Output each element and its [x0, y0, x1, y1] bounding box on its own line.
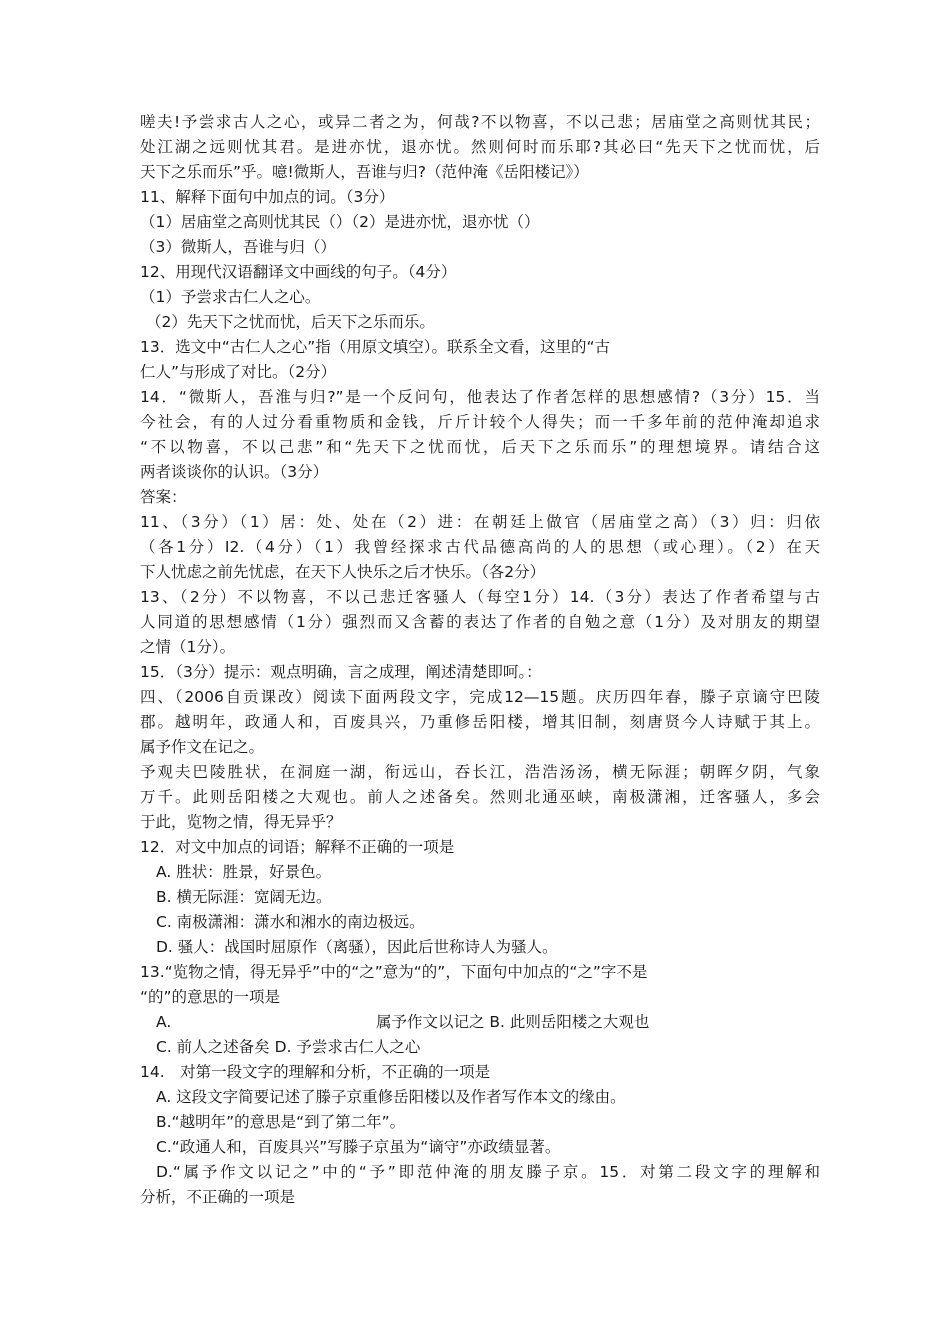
text-line	[140, 860, 820, 885]
text-line-content: 14．“微斯人，吾淮与归?”是一个反问句，他表达了作者怎样的思想感情?（3分）15．当	[140, 388, 820, 406]
text-line-content: 13、（2分）不以物喜，不以己悲迁客骚人（每空1分）14.（3分）表达了作者希望与古	[140, 588, 820, 606]
text-line	[140, 510, 820, 535]
text-line-content: 嗟夫!予尝求古人之心，或异二者之为，何哉?不以物喜，不以己悲；居庙堂之高则忧其民；	[140, 113, 820, 131]
text-line	[140, 335, 820, 360]
text-line-content: 仁人”与形成了对比。（2分）	[140, 363, 337, 381]
text-line-content: C.“政通人和，百废具兴”写滕子京虽为“谪守”亦政绩显著。	[156, 1138, 561, 1156]
text-line	[140, 960, 820, 985]
text-line-content: B.“越明年”的意思是“到了第二年”。	[156, 1113, 406, 1131]
text-line-content: C. 前人之述备矣 D. 予尝求古仁人之心	[156, 1038, 421, 1056]
text-line	[140, 310, 820, 335]
text-line	[140, 610, 820, 635]
text-line	[140, 910, 820, 935]
text-line	[140, 460, 820, 485]
text-line-content: 11、（3分）（1）居：处、处在（2）进：在朝廷上做官（居庙堂之高）（3）归：归依	[140, 513, 820, 531]
text-line-content: 四、（2006自贡课改）阅读下面两段文字，完成12—15题。庆历四年春，滕子京谪守巴陵	[140, 688, 820, 706]
text-line	[140, 810, 820, 835]
text-line-content: 11、解释下面句中加点的词。（3分）	[140, 188, 395, 206]
text-line-content: 属予作文在记之。	[140, 738, 265, 756]
text-line-content: 12．对文中加点的词语；解释不正确的一项是	[140, 838, 455, 856]
text-line	[140, 1135, 820, 1160]
text-line	[140, 710, 820, 735]
text-line	[140, 1110, 820, 1135]
document-text-block	[140, 110, 820, 1210]
text-line-content: 13．选文中“古仁人之心”指（用原文填空）。联系全文看，这里的“古	[140, 338, 611, 356]
text-line	[140, 1085, 820, 1110]
text-line-content: 人同道的思想感情（1分）强烈而又含蓄的表达了作者的自勉之意（1分）及对朋友的期望	[140, 613, 820, 631]
text-line	[140, 1185, 820, 1210]
text-line	[140, 560, 820, 585]
text-line-content: 万千。此则岳阳楼之大观也。前人之述备矣。然则北通巫峡，南极潇湘，迁客骚人，多会	[140, 788, 820, 806]
text-line-content: 郡。越明年，政通人和，百废具兴，乃重修岳阳楼，增其旧制，刻唐贤今人诗赋于其上。	[140, 713, 820, 731]
text-line	[140, 260, 820, 285]
text-line	[140, 785, 820, 810]
text-line	[140, 385, 820, 410]
text-line-content: 之情（1分）。	[140, 638, 236, 656]
text-line-option: 属予作文以记之 B. 此则岳阳楼之大观也	[376, 1013, 650, 1031]
text-line-content: 15．（3分）提示：观点明确，言之成理，阐述清楚即呵。：	[140, 663, 542, 681]
text-line	[140, 135, 820, 160]
text-line	[140, 160, 820, 185]
text-line	[140, 935, 820, 960]
text-line	[140, 585, 820, 610]
text-line-content: 天下之乐而乐”乎。噫!微斯人，吾谁与归?（范仲淹《岳阳楼记》）	[140, 163, 589, 181]
text-line	[140, 360, 820, 385]
text-line-content: C. 南极潇湘：潇水和湘水的南边极远。	[156, 913, 425, 931]
text-line	[140, 185, 820, 210]
text-line	[140, 635, 820, 660]
text-line-content: （2）先天下之忧而忧，后天下之乐而乐。	[146, 313, 435, 331]
text-line-content: （1）居庙堂之高则忧其民（）（2）是进亦忧，退亦忧（）	[140, 213, 540, 231]
text-line-content: 13.“览物之情，得无异乎”中的“之”意为“的”，下面句中加点的“之”字不是	[140, 963, 648, 981]
text-line	[140, 835, 820, 860]
text-line	[140, 285, 820, 310]
text-line-content: D. 骚人：战国时屈原作（离骚），因此后世称诗人为骚人。	[156, 938, 558, 956]
text-line	[140, 685, 820, 710]
text-line-content: A. 这段文字简要记述了滕子京重修岳阳楼以及作者写作本文的缘由。	[156, 1088, 626, 1106]
text-line-content: A. 胜状：胜景，好景色。	[156, 863, 332, 881]
text-line-content: 答案：	[140, 488, 187, 506]
text-line	[140, 885, 820, 910]
text-line	[140, 410, 820, 435]
text-line-content: D.“属予作文以记之”中的“予”即范仲淹的朋友滕子京。15．对第二段文字的理解和	[156, 1163, 820, 1181]
text-line	[140, 1060, 820, 1085]
text-line-content: （各1分）I2.（4分）（1）我曾经探求古代品德高尚的人的思想（或心理）。（2）在天	[140, 538, 820, 556]
text-line-content: 予观夫巴陵胜状，在洞庭一湖，衔远山，吞长江，浩浩汤汤，横无际涯；朝晖夕阴，气象	[140, 763, 820, 781]
text-line	[140, 760, 820, 785]
text-line	[140, 535, 820, 560]
text-line	[140, 660, 820, 685]
text-line	[140, 485, 820, 510]
text-line-content: 于此，览物之情，得无异乎？	[140, 813, 342, 831]
text-line-content: “不以物喜，不以己悲”和“先天下之忧而忧，后天下之乐而乐”的理想境界。请结合这	[140, 438, 820, 456]
text-line-content: （1）予尝求古仁人之心。	[140, 288, 321, 306]
text-line	[140, 1010, 820, 1035]
text-line-content: 下人忧虑之前先忧虑，在天下人快乐之后才快乐。（各2分）	[140, 563, 546, 581]
text-line-content: 12、用现代汉语翻译文中画线的句子。（4分）	[140, 263, 457, 281]
text-line-content: “的”的意思的一项是	[140, 988, 281, 1006]
text-line-content: 今社会，有的人过分看重物质和金钱，斤斤计较个人得失；而一千多年前的范仲淹却追求	[140, 413, 820, 431]
text-line	[140, 235, 820, 260]
text-line-content: B. 横无际涯：宽阔无边。	[156, 888, 332, 906]
text-line-content: 14. 对第一段文字的理解和分析，不正确的一项是	[140, 1063, 491, 1081]
text-line	[140, 435, 820, 460]
text-line-content: 处江湖之远则忧其君。是进亦忧，退亦忧。然则何时而乐耶?其必曰“先天下之忧而忧，后	[140, 138, 820, 156]
text-line	[140, 735, 820, 760]
text-line	[140, 985, 820, 1010]
text-line	[140, 1160, 820, 1185]
text-line-content: 两者谈谈你的认识。（3分）	[140, 463, 329, 481]
text-line	[140, 110, 820, 135]
text-line-content: A.	[156, 1013, 172, 1031]
text-line-content: 分析，不正确的一项是	[140, 1188, 296, 1206]
text-line	[140, 1035, 820, 1060]
text-line-content: （3）微斯人，吾谁与归（）	[140, 238, 336, 256]
text-line	[140, 210, 820, 235]
